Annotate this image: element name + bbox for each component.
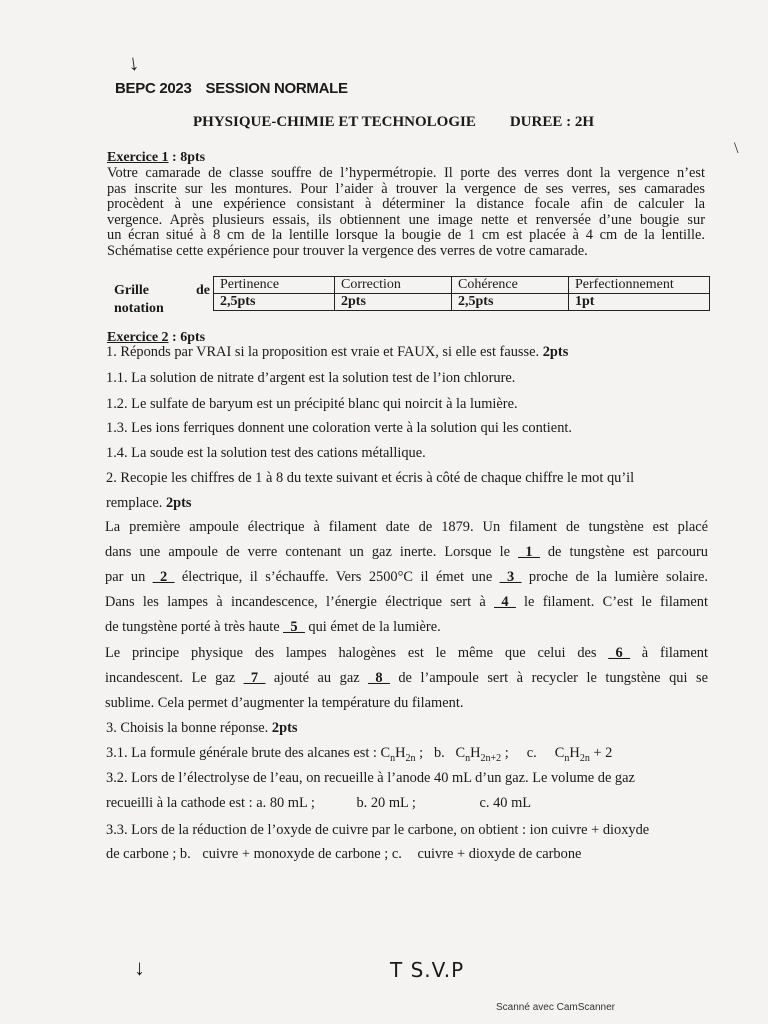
- handwritten-tsvp: T S.V.P: [390, 958, 465, 982]
- cloze-line: [105, 594, 708, 611]
- grid-score: 2,5pts: [452, 294, 569, 311]
- grid-score: 2,5pts: [214, 294, 335, 311]
- option-b: b. 20 mL ;: [356, 795, 416, 811]
- blank-1: _1_: [518, 544, 540, 560]
- grid-label-line-1: Grille: [114, 283, 149, 298]
- question-1-3: 1.3. Les ions ferriques donnent une coloration verte à la solution qui les contient.: [106, 420, 572, 436]
- exercise-1-points: : 8pts: [168, 150, 206, 165]
- grid-label-de: de: [196, 283, 210, 298]
- grading-grid-header-row: [214, 277, 710, 294]
- cloze-line: [105, 670, 708, 687]
- grid-criterion: Pertinence: [214, 277, 335, 294]
- exercise-1-statement: [107, 166, 705, 259]
- separator: ;: [415, 745, 424, 761]
- exam-header: [115, 80, 348, 97]
- separator: ;: [501, 745, 509, 761]
- grading-grid-label: [114, 282, 210, 318]
- blank-8: _8_: [368, 670, 390, 686]
- cloze-line: [105, 695, 708, 712]
- blank-6: _6_: [608, 645, 630, 661]
- statement-line: Schématise cette expérience pour trouver la vergence des verres de votre camarade.: [107, 242, 588, 259]
- cloze-text: proche de la lumière solaire.: [521, 569, 708, 585]
- question-1-1: 1.1. La solution de nitrate d’argent est la solution test de l’ion chlorure.: [106, 370, 516, 386]
- grid-score: 1pt: [569, 294, 710, 311]
- formula-c: $C_nH_{2n}$: [554, 745, 590, 764]
- statement-line: un écran situé à 8 cm de la lentille lorsque la bougie de 1 cm est placée à 4 cm de la lentille.: [107, 227, 705, 243]
- question-3-3-line-1: 3.3. Lors de la réduction de l’oxyde de cuivre par le carbone, on obtient : ion cuivre + dioxyde: [106, 822, 650, 838]
- question-3-1-text: 3.1. La formule générale brute des alcanes est :: [106, 745, 381, 761]
- question-1-points: 2pts: [542, 344, 569, 360]
- question-3-text: 3. Choisis la bonne réponse.: [106, 720, 269, 736]
- margin-mark: \: [734, 140, 739, 157]
- option-b: cuivre + monoxyde de carbone ; c.: [202, 846, 402, 862]
- formula-c-suffix: + 2: [589, 745, 613, 761]
- cloze-line: [105, 544, 708, 561]
- question-3-2-line-1: 3.2. Lors de l’électrolyse de l’eau, on recueille à l’anode 40 mL d’un gaz. Le volume de gaz: [106, 770, 635, 786]
- cloze-text: qui émet de la lumière.: [304, 619, 441, 635]
- exam-session-type: SESSION NORMALE: [205, 80, 348, 97]
- statement-line: procèdent à une expérience consistant à déterminer la distance focale afin de calculer la: [107, 196, 705, 212]
- cloze-text: le filament. C’est le filament: [515, 594, 709, 610]
- option-a: de carbone ; b.: [106, 846, 191, 862]
- cloze-text: La première ampoule électrique à filament date de 1879. Un filament de tungstène est placé: [105, 519, 708, 535]
- cloze-text: de l’ampoule sert à recycler le tungstène qui se: [389, 670, 708, 686]
- formula-b: $C_nH_{2n+2}$: [455, 745, 502, 764]
- exercise-1-label: Exercice 1: [107, 150, 169, 165]
- question-3-2-line-2: [106, 795, 531, 812]
- exam-duration: DUREE : 2H: [509, 114, 595, 130]
- grid-label-line-2: notation: [114, 301, 164, 316]
- option-a: recueilli à la cathode est : a. 80 mL ;: [106, 795, 315, 811]
- question-2-line-2: [106, 495, 192, 512]
- cloze-text: sublime. Cela permet d’augmenter la température du filament.: [105, 695, 464, 711]
- cloze-line: [105, 569, 708, 586]
- grid-criterion: Perfectionnement: [569, 277, 710, 294]
- question-3: [106, 720, 297, 737]
- question-2-text: remplace.: [106, 495, 163, 511]
- grid-criterion: Cohérence: [452, 277, 569, 294]
- option-c-label: c.: [526, 745, 537, 761]
- question-1-text: 1. Réponds par VRAI si la proposition est vraie et FAUX, si elle est fausse.: [106, 344, 540, 360]
- cloze-text: Le principe physique des lampes halogènes est le même que celui des: [105, 645, 609, 661]
- blank-5: _5_: [283, 619, 305, 635]
- question-3-3-line-2: [106, 846, 581, 863]
- grading-grid-table: [213, 276, 710, 311]
- cloze-text: électrique, il s’échauffe. Vers 2500°C il émet une: [174, 569, 500, 585]
- statement-line: vergence. Après plusieurs essais, ils obtiennent une image nette et renversée d’une bougie sur: [107, 211, 705, 228]
- question-2-line-1: 2. Recopie les chiffres de 1 à 8 du texte suivant et écris à côté de chaque chiffre le mot qu’il: [106, 470, 635, 486]
- cloze-line: [105, 519, 708, 536]
- exam-title: [193, 114, 594, 131]
- cloze-line: [105, 645, 708, 662]
- statement-line: pas inscrite sur les montures. Pour l’aider à trouver la vergence de ses verres, ses camarades: [107, 180, 705, 197]
- exercise-2-label: Exercice 2: [107, 330, 169, 345]
- scanner-watermark: Scanné avec CamScanner: [496, 1002, 615, 1013]
- cloze-text: Dans les lampes à incandescence, l’énergie électrique sert à: [105, 594, 495, 610]
- option-c: c. 40 mL: [479, 795, 532, 811]
- handwritten-mark-top: ↓: [126, 49, 141, 76]
- cloze-text: de tungstène est parcouru: [539, 544, 708, 560]
- handwritten-mark-bottom: ↓: [134, 955, 145, 980]
- cloze-text: dans une ampoule de verre contenant un gaz inerte. Lorsque le: [105, 544, 519, 560]
- blank-4: _4_: [494, 594, 516, 610]
- blank-7: _7_: [243, 670, 266, 686]
- cloze-line: [105, 619, 708, 636]
- question-2-points: 2pts: [165, 495, 192, 511]
- cloze-text: incandescent. Le gaz: [105, 670, 244, 686]
- question-3-points: 2pts: [271, 720, 298, 736]
- grading-grid-score-row: [214, 294, 710, 311]
- exam-session-year: BEPC 2023: [115, 80, 192, 97]
- exercise-2-points: : 6pts: [168, 330, 206, 345]
- cloze-text: de tungstène porté à très haute: [105, 619, 284, 635]
- exercise-1-heading: [107, 150, 707, 166]
- blank-2: _2_: [152, 569, 175, 585]
- question-1-4: 1.4. La soude est la solution test des cations métallique.: [106, 445, 426, 461]
- formula-a: $C_nH_{2n}$: [380, 745, 416, 764]
- subject-title: PHYSIQUE-CHIMIE ET TECHNOLOGIE: [193, 114, 476, 130]
- question-3-1: [106, 745, 612, 764]
- option-b-label: b.: [433, 745, 445, 761]
- grid-criterion: Correction: [335, 277, 452, 294]
- option-c: cuivre + dioxyde de carbone: [417, 846, 582, 862]
- cloze-text: par un: [105, 569, 153, 585]
- question-1: [106, 344, 568, 361]
- question-1-2: 1.2. Le sulfate de baryum est un précipité blanc qui noircit à la lumière.: [106, 396, 518, 412]
- cloze-text: à filament: [629, 645, 708, 661]
- cloze-text: ajouté au gaz: [265, 670, 369, 686]
- grid-score: 2pts: [335, 294, 452, 311]
- statement-line: Votre camarade de classe souffre de l’hypermétropie. Il porte des verres dont la vergence n’est: [107, 165, 705, 181]
- blank-3: _3_: [499, 569, 522, 585]
